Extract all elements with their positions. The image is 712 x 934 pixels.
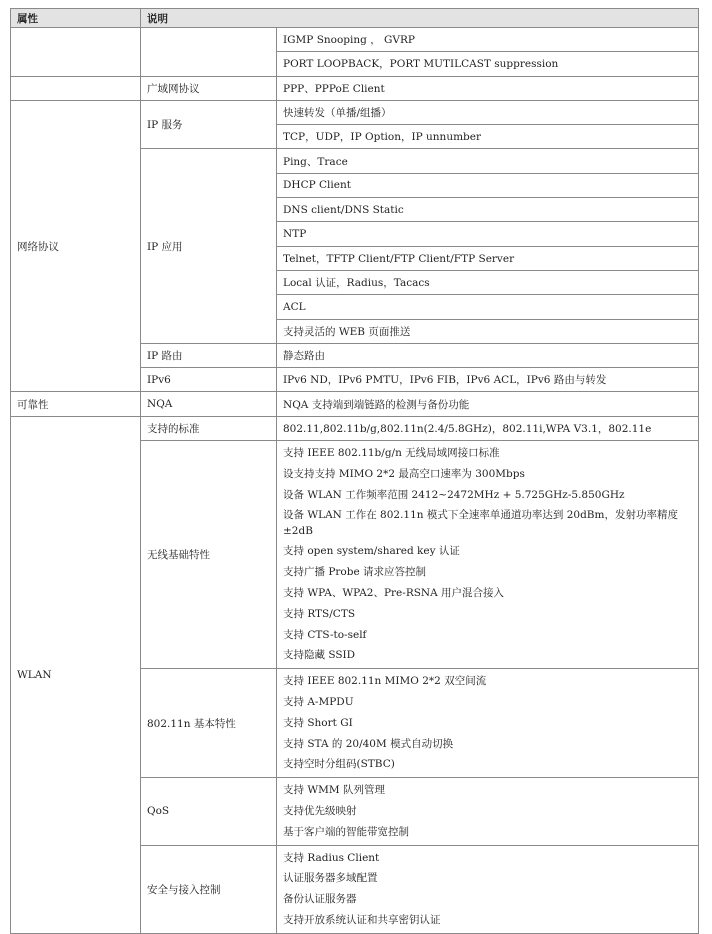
detail-cell: NTP xyxy=(277,222,699,246)
header-description: 说明 xyxy=(141,9,699,28)
list-item: 备份认证服务器 xyxy=(283,893,357,906)
sub-cell: 安全与接入控制 xyxy=(141,845,277,933)
list-item: 基于客户端的智能带宽控制 xyxy=(283,825,409,838)
list-item: 支持 Radius Client xyxy=(283,851,380,864)
detail-cell: Telnet，TFTP Client/FTP Client/FTP Server xyxy=(277,246,699,270)
sub-cell: 广域网协议 xyxy=(141,76,277,100)
detail-cell: IGMP Snooping ， GVRP xyxy=(277,28,699,52)
sub-cell: QoS xyxy=(141,778,277,845)
list-item: 支持隐藏 SSID xyxy=(283,649,356,662)
attr-cell-network-protocol: 网络协议 xyxy=(11,100,141,392)
list-item: 支持 IEEE 802.11b/g/n 无线局域网接口标准 xyxy=(283,447,500,460)
attr-cell-empty xyxy=(11,28,141,77)
list-item: 设支持支持 MIMO 2*2 最高空口速率为 300Mbps xyxy=(283,467,525,480)
detail-cell: Ping、Trace xyxy=(277,149,699,173)
detail-cell: 支持灵活的 WEB 页面推送 xyxy=(277,319,699,343)
list-item: 支持 A-MPDU xyxy=(283,696,354,709)
header-attribute: 属性 xyxy=(11,9,141,28)
detail-cell-multiline xyxy=(277,845,699,933)
attr-cell-wlan: WLAN xyxy=(11,416,141,933)
sub-cell: IP 应用 xyxy=(141,149,277,343)
table-row xyxy=(11,100,699,124)
table-row xyxy=(11,76,699,100)
list-item: 支持开放系统认证和共享密钥认证 xyxy=(283,913,441,926)
sub-cell: 无线基础特性 xyxy=(141,441,277,669)
detail-cell: NQA 支持端到端链路的检测与备份功能 xyxy=(277,392,699,416)
detail-cell: 快速转发（单播/组播） xyxy=(277,100,699,124)
attr-cell-empty xyxy=(11,76,141,100)
sub-cell-empty xyxy=(141,28,277,77)
list-item: 支持 IEEE 802.11n MIMO 2*2 双空间流 xyxy=(283,675,487,688)
sub-cell: IP 服务 xyxy=(141,100,277,149)
list-item: 支持 WMM 队列管理 xyxy=(283,784,385,797)
table-row xyxy=(11,28,699,52)
list-item: 支持 RTS/CTS xyxy=(283,607,356,620)
table-row xyxy=(11,416,699,440)
detail-cell: IPv6 ND，IPv6 PMTU，IPv6 FIB，IPv6 ACL，IPv6 路由与转发 xyxy=(277,368,699,392)
list-item: 支持优先级映射 xyxy=(283,805,357,817)
table-header-row xyxy=(11,9,699,28)
detail-cell: DHCP Client xyxy=(277,173,699,197)
detail-cell: DNS client/DNS Static xyxy=(277,198,699,222)
list-item: 支持广播 Probe 请求应答控制 xyxy=(283,566,427,579)
detail-cell: TCP，UDP，IP Option，IP unnumber xyxy=(277,125,699,149)
attr-cell-reliability: 可靠性 xyxy=(11,392,141,416)
detail-cell-multiline xyxy=(277,669,699,778)
detail-cell: PORT LOOPBACK，PORT MUTILCAST suppression xyxy=(277,52,699,76)
list-item: 认证服务器多域配置 xyxy=(283,872,378,885)
list-item: 设备 WLAN 工作频率范围 2412~2472MHz + 5.725GHz-5.850GHz xyxy=(283,488,625,501)
sub-cell: NQA xyxy=(141,392,277,416)
list-item: 支持空时分组码(STBC) xyxy=(283,758,395,771)
list-item: 支持 STA 的 20/40M 模式自动切换 xyxy=(283,737,454,750)
detail-cell: PPP、PPPoE Client xyxy=(277,76,699,100)
sub-cell: IP 路由 xyxy=(141,343,277,367)
table-row xyxy=(11,392,699,416)
detail-cell-multiline xyxy=(277,441,699,669)
list-item: 支持 Short GI xyxy=(283,716,353,729)
list-item: 支持 open system/shared key 认证 xyxy=(283,545,460,558)
detail-cell: Local 认证，Radius，Tacacs xyxy=(277,270,699,294)
sub-cell: 802.11n 基本特性 xyxy=(141,669,277,778)
list-item: 支持 WPA、WPA2、Pre-RSNA 用户混合接入 xyxy=(283,587,505,600)
detail-cell: 802.11,802.11b/g,802.11n(2.4/5.8GHz)，802.11i,WPA V3.1，802.11e xyxy=(277,416,699,440)
detail-cell-multiline xyxy=(277,778,699,845)
sub-cell: 支持的标准 xyxy=(141,416,277,440)
detail-cell: 静态路由 xyxy=(277,343,699,367)
sub-cell: IPv6 xyxy=(141,368,277,392)
list-item: 支持 CTS-to-self xyxy=(283,628,367,641)
spec-table xyxy=(10,8,699,934)
list-item: 设备 WLAN 工作在 802.11n 模式下全速率单通道功率达到 20dBm，发射功率精度±2dB xyxy=(283,509,678,538)
detail-cell: ACL xyxy=(277,295,699,319)
